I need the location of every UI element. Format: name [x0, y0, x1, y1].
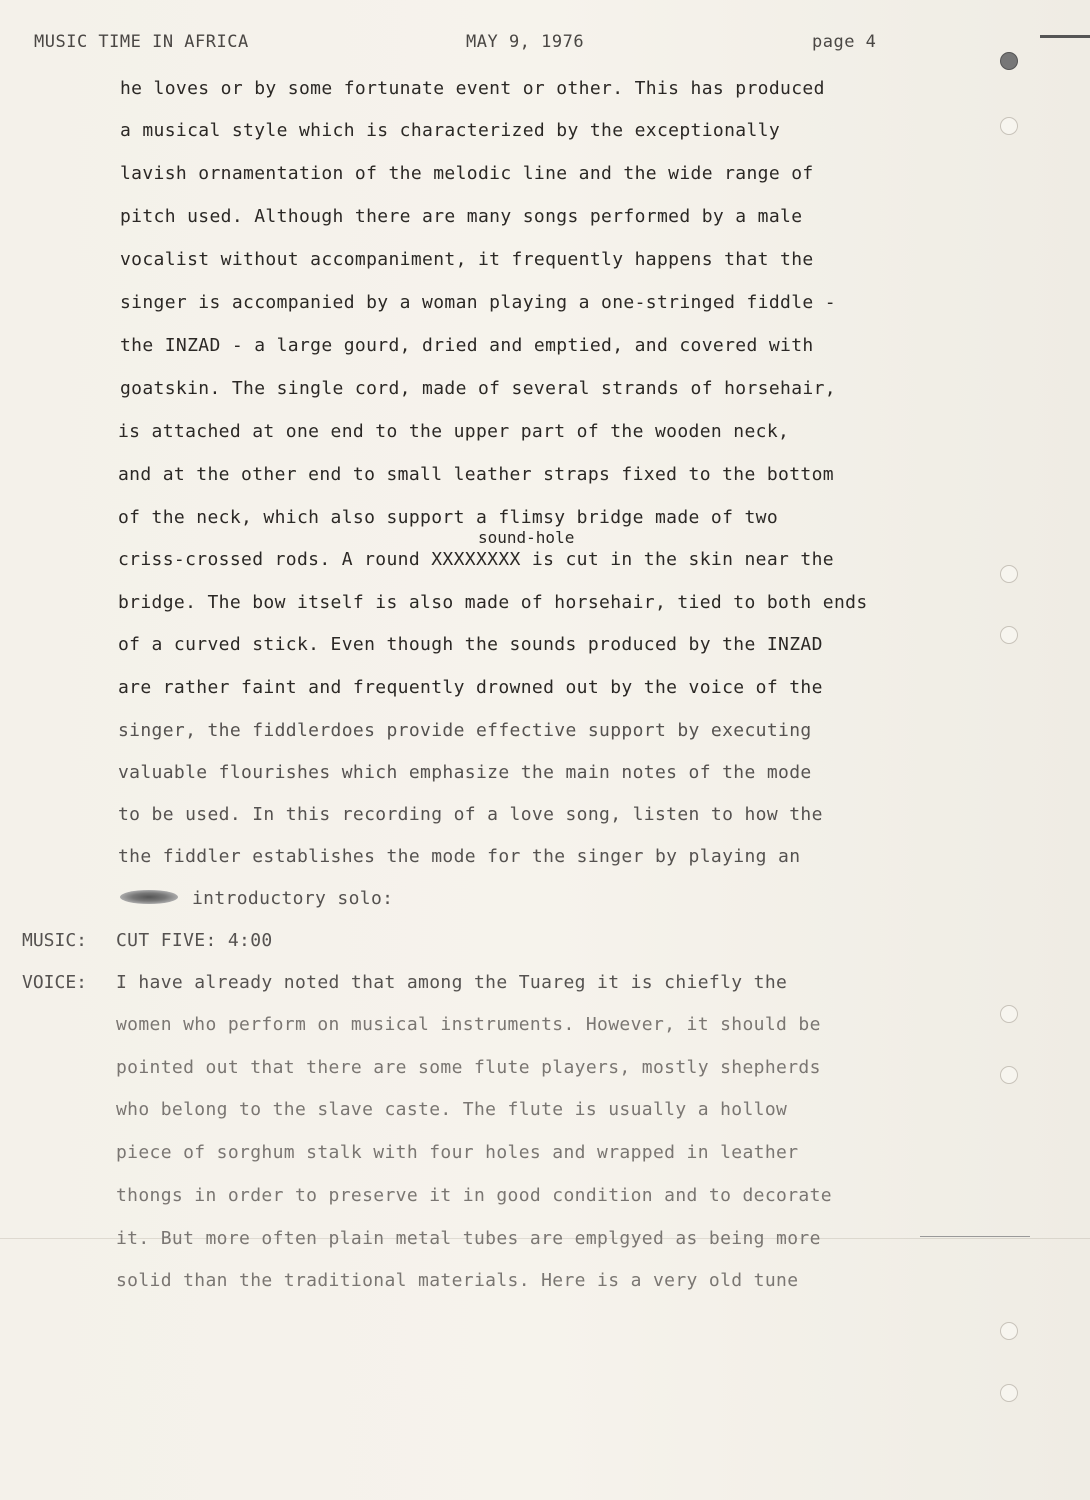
binder-hole [1000, 117, 1018, 135]
page-number: page 4 [812, 32, 877, 52]
text-line: goatskin. The single cord, made of several strands of horsehair, [120, 378, 836, 399]
text-line: women who perform on musical instruments. However, it should be [116, 1014, 821, 1035]
text-line: the fiddler establishes the mode for the singer by playing an [118, 846, 801, 867]
text-line: lavish ornamentation of the melodic line and the wide range of [120, 163, 814, 184]
text-line: criss-crossed rods. A round XXXXXXXX is cut in the skin near the [118, 549, 834, 570]
binder-hole [1000, 626, 1018, 644]
text-line: the INZAD - a large gourd, dried and emptied, and covered with [120, 335, 814, 356]
binder-hole [1000, 565, 1018, 583]
text-line: of the neck, which also support a flimsy bridge made of two [118, 507, 779, 528]
edge-mark [1040, 35, 1090, 38]
ink-smudge [120, 890, 178, 904]
text-line: bridge. The bow itself is also made of horsehair, tied to both ends [118, 592, 868, 613]
text-line: valuable flourishes which emphasize the main notes of the mode [118, 762, 812, 783]
text-line: and at the other end to small leather straps fixed to the bottom [118, 464, 834, 485]
text-line: to be used. In this recording of a love song, listen to how the [118, 804, 823, 825]
text-line: of a curved stick. Even though the sounds produced by the INZAD [118, 634, 823, 655]
text-line: I have already noted that among the Tuareg it is chiefly the [116, 972, 788, 993]
binder-hole [1000, 1322, 1018, 1340]
interlinear-correction: sound-hole [478, 528, 575, 547]
text-line: who belong to the slave caste. The flute is usually a hollow [116, 1099, 788, 1120]
text-line: vocalist without accompaniment, it frequently happens that the [120, 249, 814, 270]
text-line: singer is accompanied by a woman playing a one-stringed fiddle - [120, 292, 836, 313]
text-line: is attached at one end to the upper part of the wooden neck, [118, 421, 790, 442]
music-cue-label: MUSIC: [22, 930, 88, 951]
text-line: solid than the traditional materials. Here is a very old tune [116, 1270, 799, 1291]
text-line: introductory solo: [192, 888, 394, 909]
music-cue-text: CUT FIVE: 4:00 [116, 930, 273, 951]
text-line: it. But more often plain metal tubes are emplgyed as being more [116, 1228, 821, 1249]
binder-hole [1000, 52, 1018, 70]
text-line: piece of sorghum stalk with four holes and wrapped in leather [116, 1142, 799, 1163]
text-line: he loves or by some fortunate event or other. This has produced [120, 78, 825, 99]
program-title: MUSIC TIME IN AFRICA [34, 32, 249, 52]
binder-hole [1000, 1066, 1018, 1084]
text-line: thongs in order to preserve it in good condition and to decorate [116, 1185, 832, 1206]
text-line: pitch used. Although there are many songs performed by a male [120, 206, 803, 227]
broadcast-date: MAY 9, 1976 [466, 32, 585, 52]
text-line: are rather faint and frequently drowned out by the voice of the [118, 677, 823, 698]
binder-hole [1000, 1384, 1018, 1402]
voice-cue-label: VOICE: [22, 972, 88, 993]
binder-hole [1000, 1005, 1018, 1023]
margin-line [920, 1236, 1030, 1237]
text-line: singer, the fiddlerdoes provide effective support by executing [118, 720, 812, 741]
text-line: pointed out that there are some flute players, mostly shepherds [116, 1057, 821, 1078]
text-line: a musical style which is characterized by the exceptionally [120, 120, 781, 141]
